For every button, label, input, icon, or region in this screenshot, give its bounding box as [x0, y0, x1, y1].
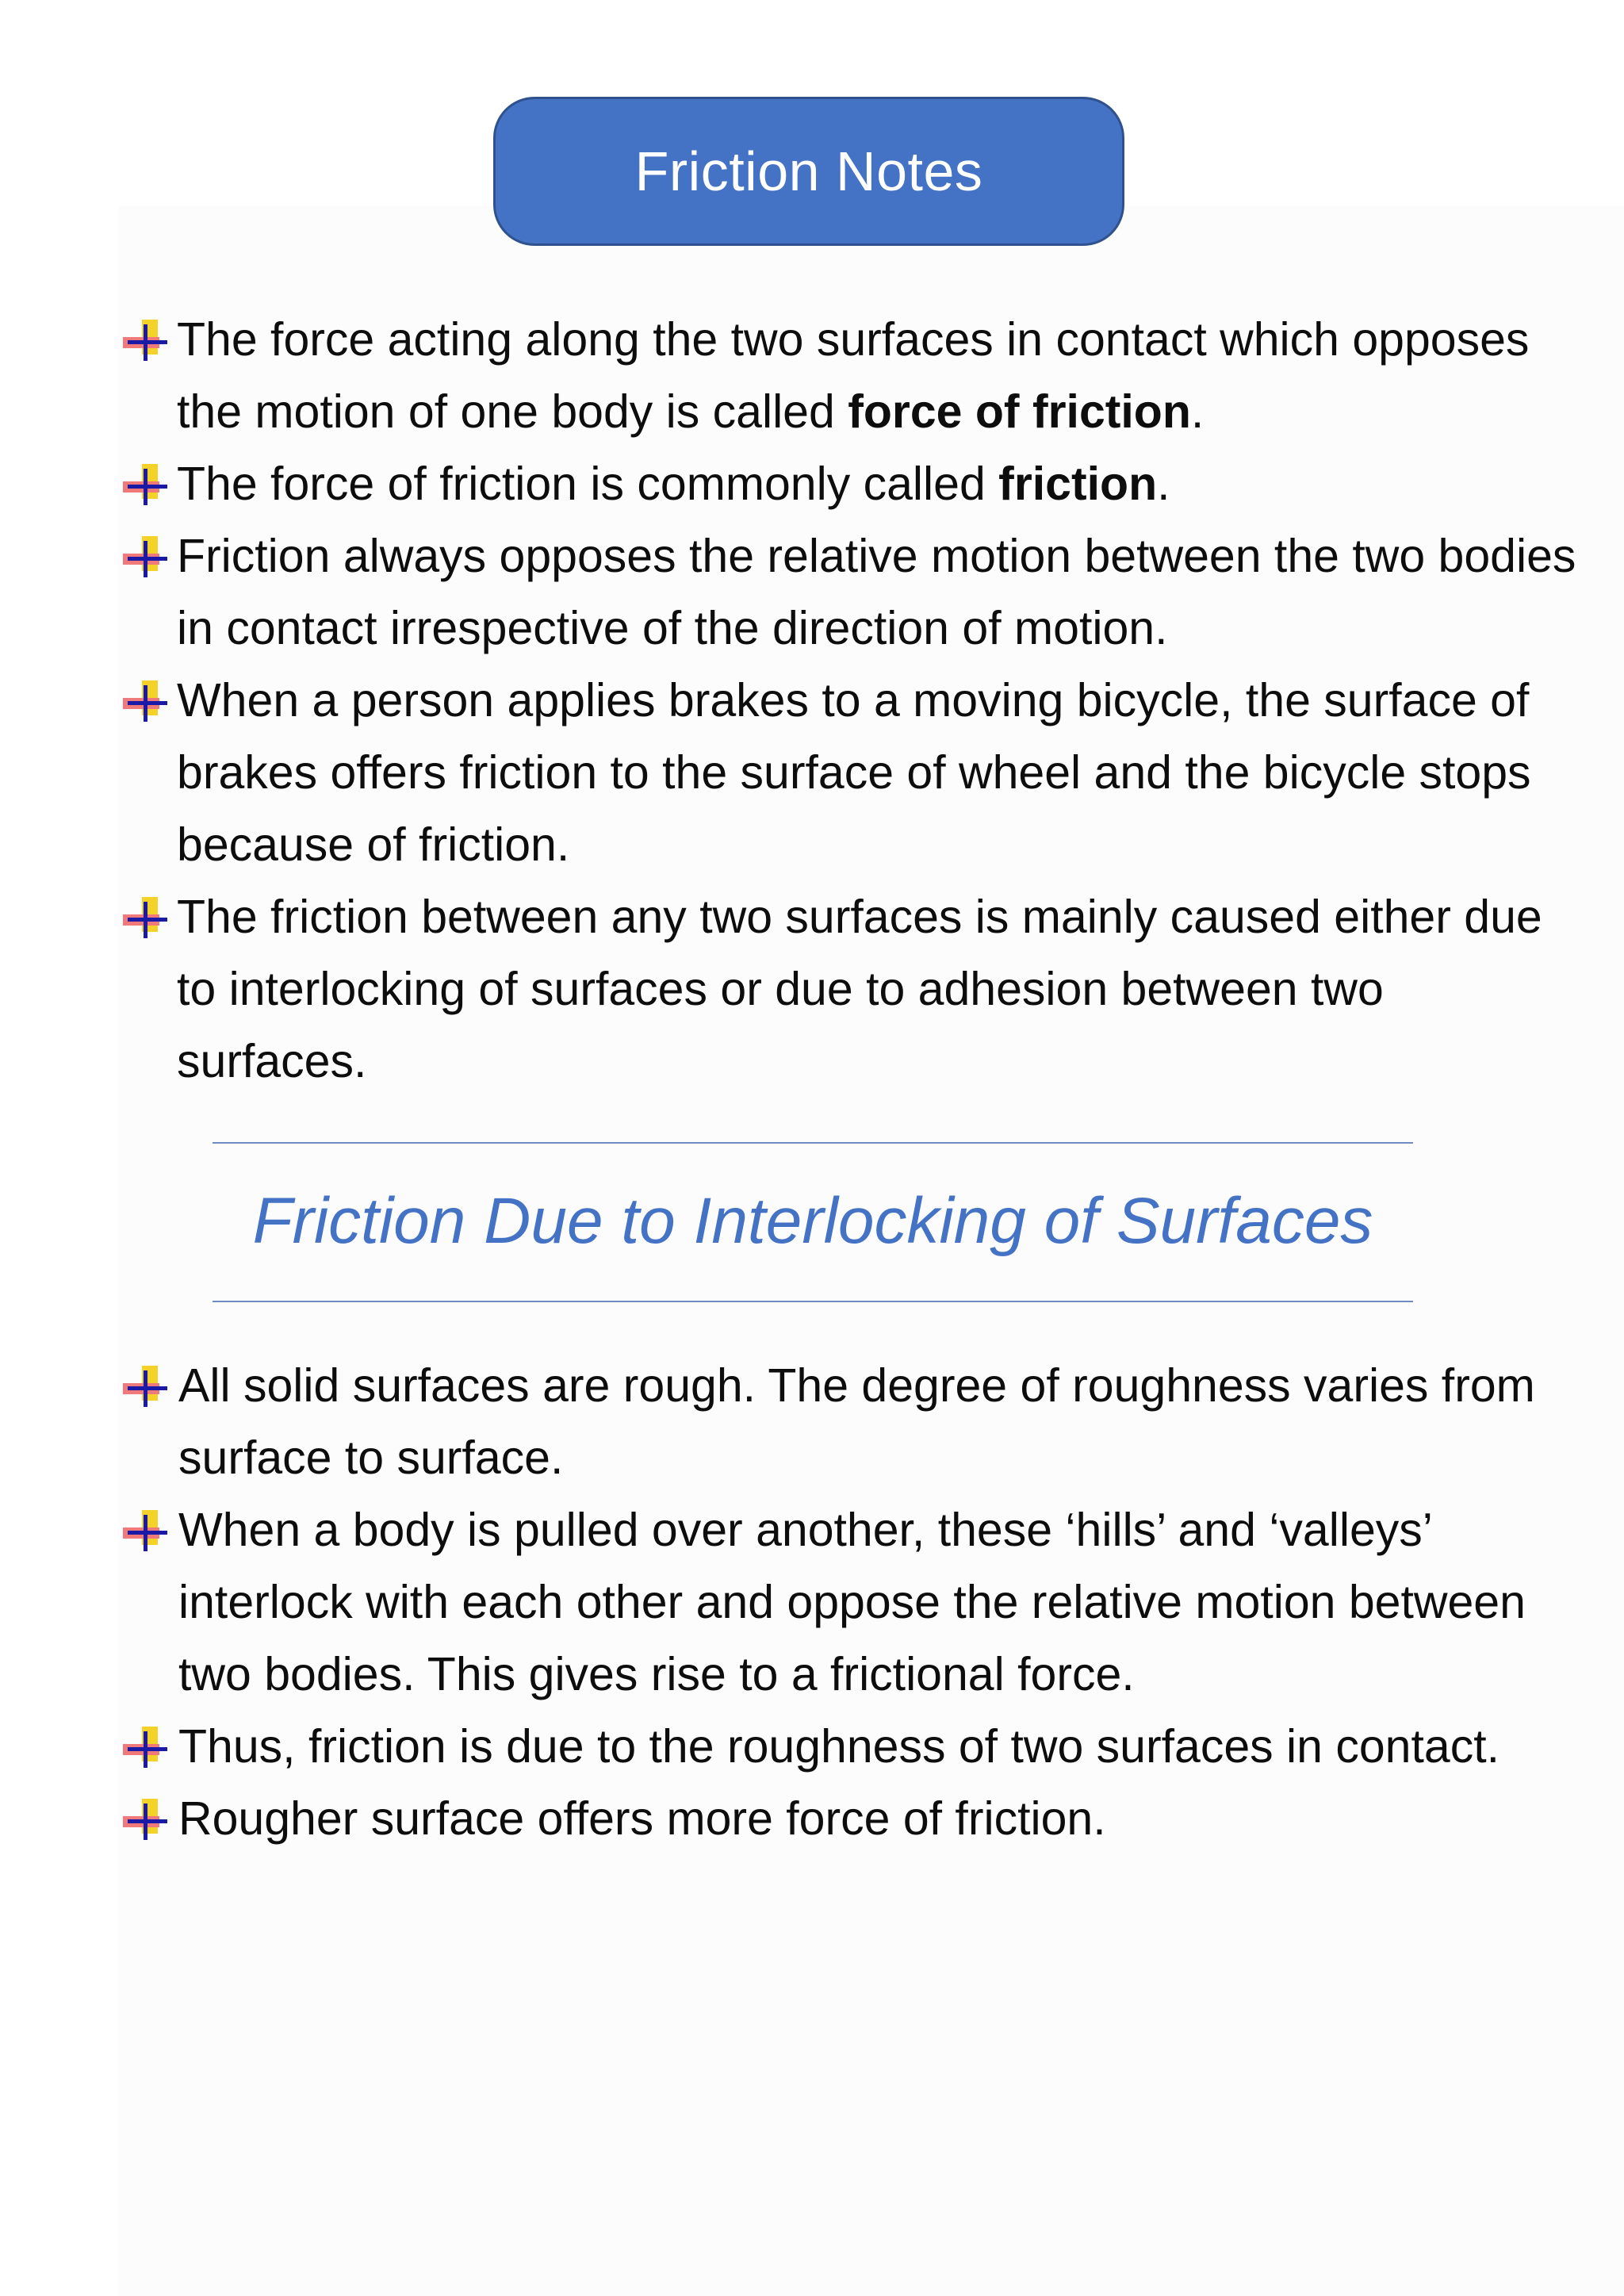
item-text: Rougher surface offers more force of friction.: [178, 1792, 1106, 1845]
item-text: When a body is pulled over another, these ‘hills’ and ‘valleys’ interlock with each other and oppose the relative motion between two bodies. This gives rise to a frictional force.: [178, 1504, 1526, 1700]
heading-rule-top: [213, 1142, 1413, 1144]
four-point-star-bullet-icon: [123, 897, 167, 938]
item-text: The friction between any two surfaces is mainly caused either due to interlocking of surfaces or due to adhesion between two surfaces.: [177, 891, 1542, 1087]
page-title: Friction Notes: [634, 140, 983, 202]
four-point-star-bullet-icon: [123, 464, 167, 505]
four-point-star-bullet-icon: [123, 680, 167, 722]
heading-rule-bottom: [213, 1301, 1413, 1302]
title-banner: [493, 97, 1124, 246]
section-heading: Friction Due to Interlocking of Surfaces: [252, 1185, 1373, 1257]
item-text: Friction always opposes the relative motion between the two bodies in contact irrespective of the direction of motion.: [177, 530, 1576, 654]
four-point-star-bullet-icon: [123, 536, 167, 577]
item-text: The force acting along the two surfaces in contact which opposes the motion of one body is called: [177, 313, 1530, 438]
friction-definition-list: [123, 304, 1576, 1098]
item-bold-term: force of friction: [848, 385, 1191, 438]
four-point-star-bullet-icon: [123, 320, 167, 361]
list-item: [123, 1711, 1576, 1783]
item-text-end: .: [1157, 458, 1170, 510]
four-point-star-bullet-icon: [123, 1366, 167, 1407]
list-item: [123, 881, 1576, 1098]
item-text: All solid surfaces are rough. The degree of roughness varies from surface to surface.: [178, 1359, 1535, 1484]
four-point-star-bullet-icon: [123, 1510, 167, 1551]
item-text: The force of friction is commonly called: [177, 458, 999, 510]
list-item: [123, 1494, 1576, 1711]
interlocking-list: [123, 1350, 1576, 1855]
list-item: [123, 304, 1576, 448]
four-point-star-bullet-icon: [123, 1727, 167, 1768]
item-bold-term: friction: [998, 458, 1158, 510]
four-point-star-bullet-icon: [123, 1799, 167, 1840]
item-text-end: .: [1190, 385, 1205, 438]
list-item: [123, 520, 1576, 665]
list-item: [123, 1783, 1576, 1855]
list-item: [123, 1350, 1576, 1494]
item-text: Thus, friction is due to the roughness of two surfaces in contact.: [178, 1720, 1500, 1773]
list-item: [123, 448, 1576, 520]
list-item: [123, 665, 1576, 881]
item-text: When a person applies brakes to a moving bicycle, the surface of brakes offers friction to the surface of wheel and the bicycle stops because of friction.: [177, 674, 1531, 871]
